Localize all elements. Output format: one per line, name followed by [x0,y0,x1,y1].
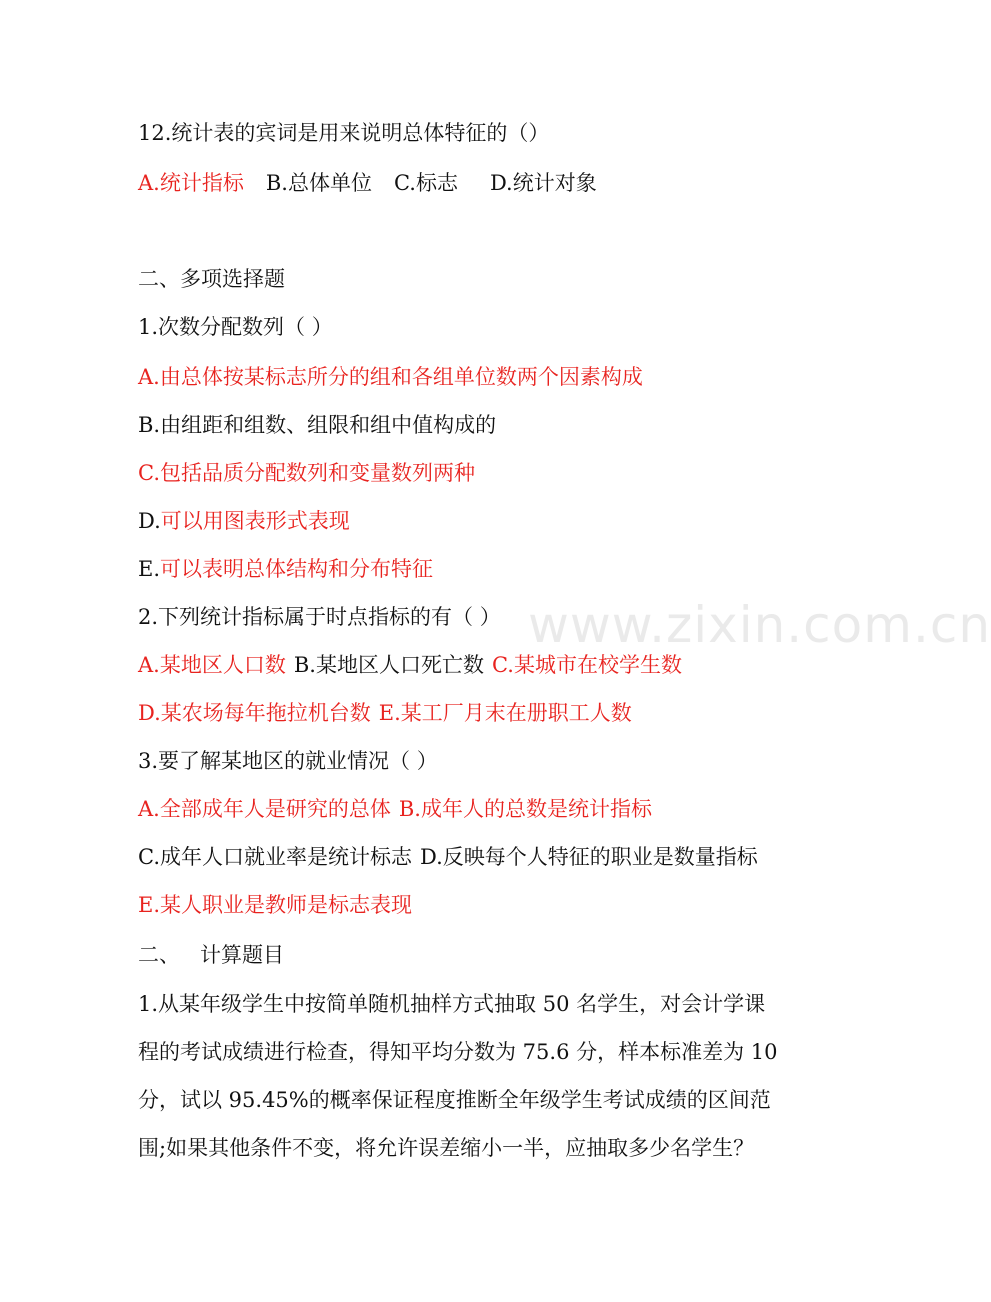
question-12-stem: 12.统计表的宾词是用来说明总体特征的（） [138,121,550,145]
m2-options-row2 [138,698,632,728]
m2-stem: 2.下列统计指标属于时点指标的有（ ） [138,605,501,629]
m2-option-a: A.某地区人口数 [138,653,286,677]
q12-option-c: C.标志 [393,171,458,195]
m1-option-d [138,506,350,536]
m3-option-c: C.成年人口就业率是统计标志 [138,845,412,869]
m3-option-b: B.成年人的总数是统计指标 [398,797,652,821]
calc-q1-line4: 围;如果其他条件不变，将允许误差缩小一半，应抽取多少名学生？ [138,1136,755,1160]
m2-option-c: C.某城市在校学生数 [491,653,682,677]
m3-options-row1 [138,794,652,824]
m3-option-a: A.全部成年人是研究的总体 [138,797,391,821]
watermark: www.zixin.com.cn [528,596,991,654]
calc-q1-line1: 1.从某年级学生中按简单随机抽样方式抽取 50 名学生，对会计学课 [138,992,766,1016]
m1-option-a: A.由总体按某标志所分的组和各组单位数两个因素构成 [138,365,643,389]
question-12-options [138,168,597,198]
m3-option-e: E.某人职业是教师是标志表现 [138,893,413,917]
m1-option-e [138,554,433,584]
m2-option-e: E.某工厂月末在册职工人数 [378,701,632,725]
calc-q1-line3: 分，试以 95.45%的概率保证程度推断全年级学生考试成绩的区间范 [138,1088,771,1112]
m1-option-c: C.包括品质分配数列和变量数列两种 [138,461,475,485]
m1-stem: 1.次数分配数列（ ） [138,315,333,339]
m2-option-d: D.某农场每年拖拉机台数 [138,701,371,725]
calc-q1-line2: 程的考试成绩进行检查，得知平均分数为 75.6 分，样本标准差为 10 [138,1040,778,1064]
m1-option-b: B.由组距和组数、组限和组中值构成的 [138,413,497,437]
m2-options-row1 [138,650,682,680]
m1-option-e-letter: E. [138,557,161,581]
m3-stem: 3.要了解某地区的就业情况（ ） [138,749,438,773]
q12-option-d: D.统计对象 [489,171,597,195]
section-calculation-heading: 二、 计算题目 [138,943,285,967]
m1-option-e-text: 可以表明总体结构和分布特征 [160,557,434,581]
section-multi-choice-heading: 二、多项选择题 [138,267,285,291]
m2-option-b: B.某地区人口死亡数 [293,653,484,677]
m3-option-d: D.反映每个人特征的职业是数量指标 [420,845,758,869]
q12-option-b: B.总体单位 [265,171,372,195]
m1-option-d-letter: D. [138,509,161,533]
m3-options-row2 [138,842,758,872]
m1-option-d-text: 可以用图表形式表现 [160,509,350,533]
q12-option-a: A.统计指标 [138,171,244,195]
calc-question-1 [138,980,786,1172]
